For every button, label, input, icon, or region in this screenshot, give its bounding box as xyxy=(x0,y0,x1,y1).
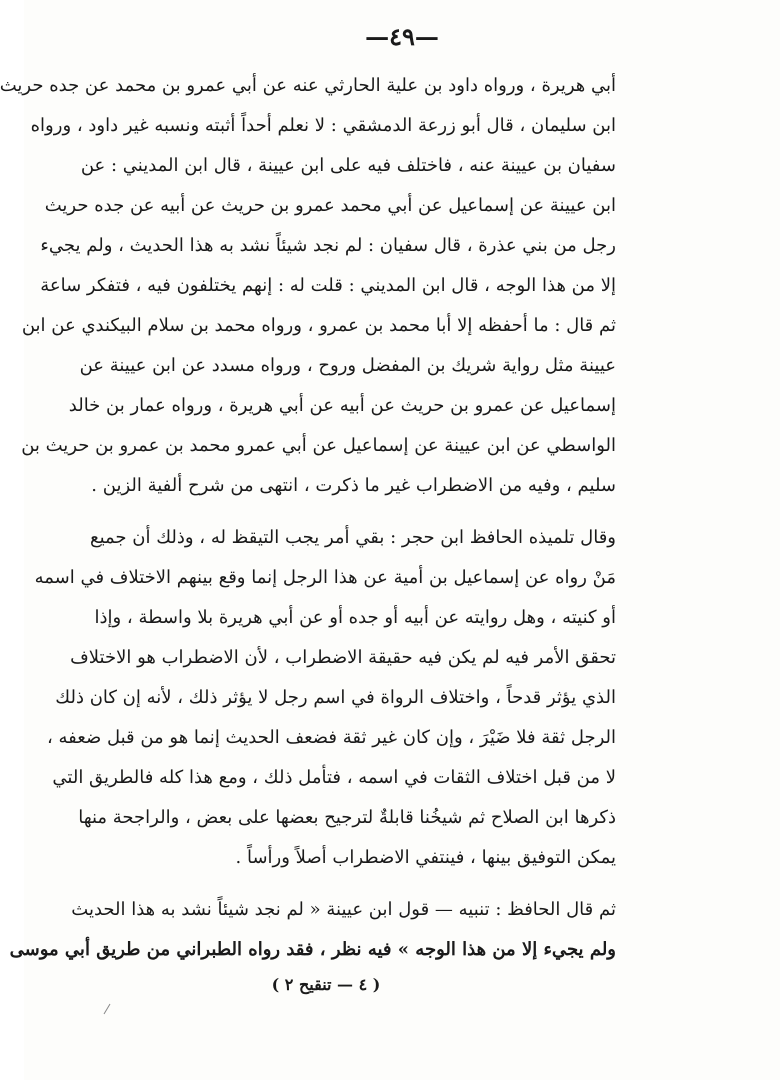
text-line: يمكن التوفيق بينها ، فينتفي الاضطراب أصلاً ورأساً . xyxy=(235,847,616,868)
paragraph-2 xyxy=(34,518,616,878)
paragraph-1 xyxy=(0,66,616,506)
text-line: مَنْ رواه عن إسماعيل بن أمية عن هذا الرجل إنما وقع بينهم الاختلاف في اسمه xyxy=(34,567,616,588)
text-line: رجل من بني عذرة ، قال سفيان : لم نجد شيئاً نشد به هذا الحديث ، ولم يجيء xyxy=(40,235,616,256)
text-line: أبي هريرة ، ورواه داود بن علية الحارثي عنه عن أبي عمرو بن محمد عن جده حريث xyxy=(0,75,616,96)
text-line: ذكرها ابن الصلاح ثم شيخُنا قابلةٌ لترجيح بعضها على بعض ، والراجحة منها xyxy=(78,807,616,828)
text-line: وقال تلميذه الحافظ ابن حجر : بقي أمر يجب التيقظ له ، وذلك أن جميع xyxy=(90,527,616,548)
paragraph-3 xyxy=(9,890,616,970)
page-number: —٤٩— xyxy=(365,22,439,51)
paragraph-gap xyxy=(184,878,616,890)
text-line: إسماعيل عن عمرو بن حريث عن أبيه عن أبي هريرة ، ورواه عمار بن خالد xyxy=(68,395,616,416)
text-line: سليم ، وفيه من الاضطراب غير ما ذكرت ، انتهى من شرح ألفية الزين . xyxy=(91,475,616,496)
footer-signature: ( ٤ — تنقيح ٢ ) xyxy=(271,975,381,994)
text-line: سفيان بن عيينة عنه ، فاختلف فيه على ابن عيينة ، قال ابن المديني : عن xyxy=(80,155,616,176)
text-line: ثم قال : ما أحفظه إلا أبا محمد بن عمرو ، ورواه محمد بن سلام البيكندي عن ابن xyxy=(21,315,616,336)
text-line: الذي يؤثر قدحاً ، واختلاف الرواة في اسم رجل لا يؤثر ذلك ، لأنه إن كان ذلك xyxy=(55,687,616,708)
text-line: لا من قبل اختلاف الثقات في اسمه ، فتأمل ذلك ، ومع هذا كله فالطريق التي xyxy=(52,767,616,788)
scan-speck-icon xyxy=(102,1002,116,1016)
text-line: إلا من هذا الوجه ، قال ابن المديني : قلت له : إنهم يختلفون فيه ، فتفكر ساعة xyxy=(40,275,616,296)
text-line: ابن عيينة عن إسماعيل عن أبي محمد عمرو بن حريث عن أبيه عن جده حريث xyxy=(44,195,616,216)
text-line: عيينة مثل رواية شريك بن المفضل وروح ، ورواه مسدد عن ابن عيينة عن xyxy=(79,355,616,376)
text-line: ابن سليمان ، قال أبو زرعة الدمشقي : لا نعلم أحداً أثبته ونسبه غير داود ، ورواه xyxy=(30,115,616,136)
paragraph-gap xyxy=(184,506,616,518)
text-line: الواسطي عن ابن عيينة عن إسماعيل عن أبي عمرو محمد بن عمرو بن حريث بن xyxy=(21,435,616,456)
text-line: ولم يجيء إلا من هذا الوجه » فيه نظر ، فقد رواه الطبراني من طريق أبي موسى xyxy=(9,939,616,960)
text-line: تحقق الأمر فيه لم يكن فيه حقيقة الاضطراب ، لأن الاضطراب هو الاختلاف xyxy=(70,647,616,668)
text-line: أو كنيته ، وهل روايته عن أبيه أو جده أو عن أبي هريرة بلا واسطة ، وإذا xyxy=(94,607,616,628)
body-text xyxy=(0,66,616,970)
text-line: ثم قال الحافظ : تنبيه — قول ابن عيينة « لم نجد شيئاً نشد به هذا الحديث xyxy=(71,899,616,920)
text-line: الرجل ثقة فلا ضَيْرَ ، وإن كان غير ثقة فضعف الحديث إنما هو من قبل ضعفه ، xyxy=(46,727,616,748)
